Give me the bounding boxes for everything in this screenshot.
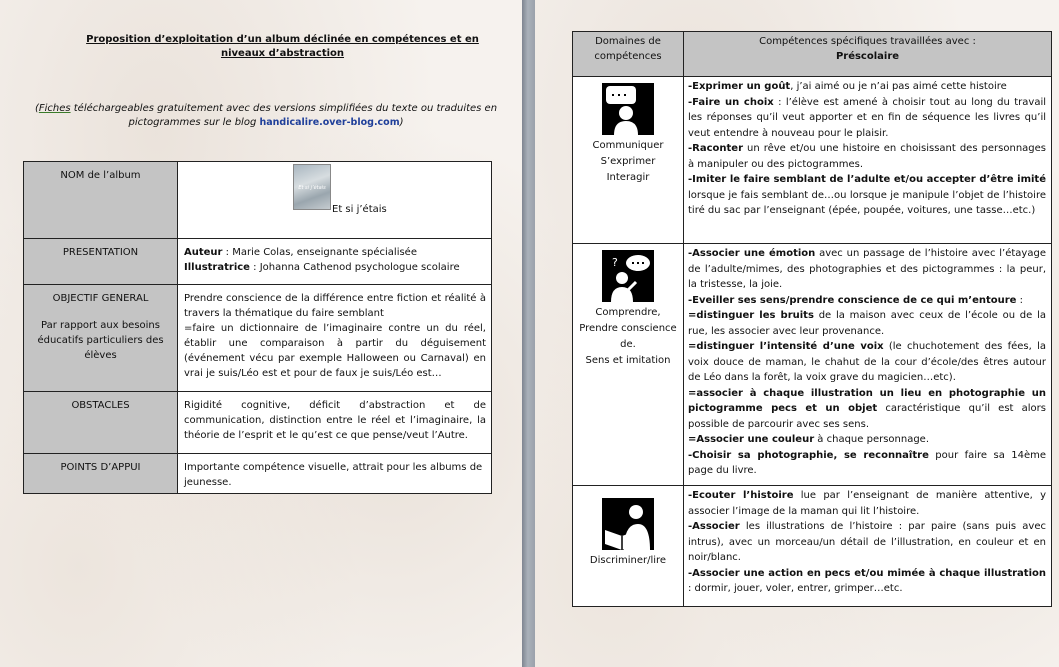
person-speaking-icon (602, 83, 654, 135)
skill-item: -Eveiller ses sens/prendre conscience de ce qui m’entoure : (688, 294, 1024, 306)
skill-item: =distinguer l’intensité d’une voix (le chuchotement des fées, la voix douce de maman, le chahut de la cour d’école/des êtres autour de Léo dans la forêt, la voix grave du magicien…etc). (688, 341, 1046, 383)
album-name-cell (178, 162, 492, 239)
document-title: Proposition d’exploitation d’un album déclinée en compétences et en niveaux d’abstraction (86, 34, 479, 59)
skill-item: -Associer une action en pecs et/ou mimée à chaque illustration : dormir, jouer, voler, entrer, grimper…etc. (688, 567, 1046, 594)
table-row (24, 162, 492, 239)
objective-sub-label: Par rapport aux besoins éducatifs particuliers des élèves (37, 320, 164, 361)
domain-label: Sens et imitation (585, 355, 671, 366)
skills-table (572, 31, 1052, 607)
domain-label: Discriminer/lire (589, 555, 667, 566)
skill-item: -Ecouter l’histoire lue par l’enseignant de manière attentive, y associer l’image de la maman qui lit l’histoire. (688, 490, 1046, 517)
domain-cell (573, 77, 684, 244)
obstacles-label: OBSTACLES (24, 392, 178, 454)
support-points-label: POINTS D’APPUI (24, 454, 178, 494)
album-info-table (23, 161, 492, 494)
presentation-label: PRESENTATION (24, 239, 178, 285)
table-row (573, 244, 1052, 486)
skill-item: =distinguer les bruits de la maison avec ceux de l’école ou de la rue, les associer avec leur provenance. (688, 310, 1046, 337)
intro-note: (Fiches téléchargeables gratuitement avec des versions simplifiées du texte ou traduites en pictogrammes sur le blog handicalire.over-blog.com) (34, 103, 498, 128)
album-title: Et si j’étais (332, 204, 387, 215)
obstacles-cell: Rigidité cognitive, déficit d’abstraction et de communication, distinction entre le réel et l’imaginaire, la théorie de l’esprit et le qu’est ce que pense/veut l’Autre. (178, 392, 492, 454)
skill-item: -Associer une émotion avec un passage de l’histoire avec l’étayage de l’adulte/mimes, des photographies et des pictogrammes : la peur, la tristesse, la joie. (688, 248, 1046, 290)
skill-item: -Associer les illustrations de l’histoire : par paire (sans puis avec intrus), avec un morceau/un détail de l’illustration, en couleur et en noir/blanc. (688, 521, 1046, 563)
table-row (573, 486, 1052, 607)
skill-item: -Imiter le faire semblant de l’adulte et/ou accepter d’être imité lorsque je fais semblant de…ou lorsque je manipule l’objet de l’histoire tiré du sac par l’enseignant (épée, poupée, voitures, une tasse…etc.) (688, 174, 1046, 216)
album-cover-image: Et si j’étais (293, 164, 331, 210)
domain-label: S’exprimer (600, 156, 656, 167)
table-row (24, 392, 492, 454)
domain-label: Communiquer (592, 140, 664, 151)
svg-text:?: ? (612, 256, 618, 269)
table-row (24, 239, 492, 285)
domain-cell (573, 244, 684, 486)
skills-cell (684, 77, 1052, 244)
skill-item: -Exprimer un goût, j’ai aimé ou je n’ai pas aimé cette histoire (688, 81, 1007, 92)
skills-header: Compétences spécifiques travaillées avec : Préscolaire (684, 32, 1052, 77)
objective-cell: Prendre conscience de la différence entre fiction et réalité à travers la thématique du faire semblant =faire un dictionnaire de l’imaginaire contre un du réel, établir une comparaison à partir du déguisement (événement vécu par exemple Halloween ou Carnaval) en vrai je suis/Léo est et pour de faux je suis/Léo est… (178, 285, 492, 392)
left-page (0, 0, 522, 667)
album-name-label: NOM de l’album (24, 162, 178, 239)
skills-cell (684, 244, 1052, 486)
table-row (573, 32, 1052, 77)
support-points-cell: Importante compétence visuelle, attrait pour les albums de jeunesse. (178, 454, 492, 494)
skill-item: =Associer une couleur à chaque personnage. (688, 434, 930, 445)
table-row (573, 77, 1052, 244)
intro-word-fiches: Fiches (38, 103, 71, 114)
skill-item: -Raconter un rêve et/ou une histoire en choisissant des personnages à manipuler ou des pictogrammes. (688, 143, 1046, 170)
objective-label: OBJECTIF GENERAL Par rapport aux besoins éducatifs particuliers des élèves (24, 285, 178, 392)
domain-label: Prendre conscience de. (579, 323, 677, 350)
skills-cell (684, 486, 1052, 607)
skill-item: -Faire un choix : l’élève est amené à choisir tout au long du travail les réponses qu’il veut apporter et en fin de séquence les livres qu’il veut entendre à nouveau pour le plaisir. (688, 96, 1046, 139)
domains-header: Domaines de compétences (573, 32, 684, 77)
person-thinking-icon (602, 250, 654, 302)
table-row (24, 285, 492, 392)
table-row (24, 454, 492, 494)
domain-label: Interagir (606, 172, 650, 183)
skill-item: =associer à chaque illustration un lieu en photographie un pictogramme pecs et un objet caractéristique qu’il est alors possible de parcourir avec ses sens. (688, 387, 1046, 430)
blog-link[interactable]: handicalire.over-blog.com (259, 117, 400, 128)
person-reading-icon (602, 498, 654, 550)
page-gutter (522, 0, 535, 667)
presentation-cell: Auteur : Marie Colas, enseignante spécialisée Illustratrice : Johanna Cathenod psychologue scolaire (178, 239, 492, 285)
skill-item: -Choisir sa photographie, se reconnaître pour faire sa 14ème page du livre. (688, 449, 1046, 476)
domain-label: Comprendre, (595, 307, 661, 318)
domain-cell (573, 486, 684, 607)
